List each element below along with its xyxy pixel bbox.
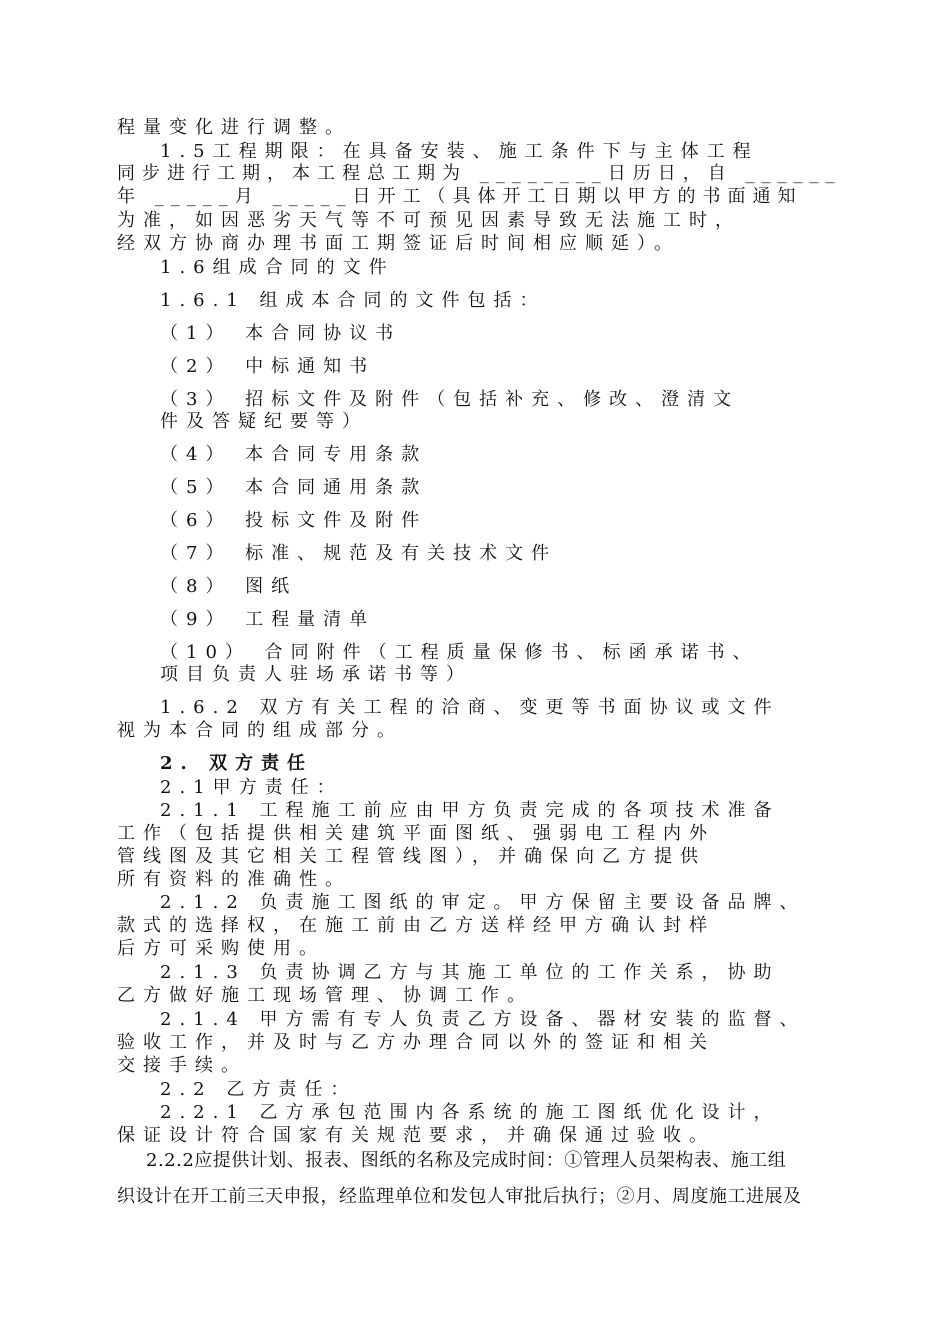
text-line: 后方可采购使用。 [117, 938, 325, 959]
text-line: 1.6.2 双方有关工程的洽商、变更等书面协议或文件 [160, 697, 780, 718]
text-line: 同步进行工期，本工程总工期为 ________日历日，自 ______ [117, 163, 842, 184]
list-item: （4） 本合同专用条款 [160, 444, 428, 465]
list-item: （3） 招标文件及附件（包括补充、修改、澄清文 [160, 389, 740, 410]
list-item: 项目负责人驻场承诺书等） [160, 664, 472, 685]
text-line: 交接手续。 [117, 1055, 247, 1076]
text-line: 1.6.1 组成本合同的文件包括： [160, 290, 546, 311]
text-line: 验收工作，并及时与乙方办理合同以外的签证和相关 [117, 1032, 715, 1053]
list-item: （6） 投标文件及附件 [160, 510, 428, 531]
section-heading: 2.1甲方责任： [160, 777, 343, 798]
text-line: 所有资料的准确性。 [117, 869, 351, 890]
list-item: （5） 本合同通用条款 [160, 477, 428, 498]
text-line: 为准，如因恶劣天气等不可预见因素导致无法施工时， [117, 210, 741, 231]
text-line: 年 _____月 _____日开工（具体开工日期以甲方的书面通知 [117, 186, 803, 207]
text-line: 款式的选择权，在施工前由乙方送样经甲方确认封样 [117, 915, 715, 936]
text-line: 2.2.1 乙方承包范围内各系统的施工图纸优化设计， [160, 1102, 780, 1123]
text-line: 工作（包括提供相关建筑平面图纸、强弱电工程内外 [117, 823, 715, 844]
text-line: 保证设计符合国家有关规范要求，并确保通过验收。 [117, 1125, 715, 1146]
list-item: 件及答疑纪要等） [160, 411, 368, 432]
text-line: 2.1.2 负责施工图纸的审定。甲方保留主要设备品牌、 [160, 892, 806, 913]
text-line: 乙方做好施工现场管理、协调工作。 [117, 985, 533, 1006]
list-item: （9） 工程量清单 [160, 609, 376, 630]
section-heading: 1.6组成合同的文件 [160, 257, 395, 278]
text-line: 2.1.3 负责协调乙方与其施工单位的工作关系，协助 [160, 962, 780, 983]
text-line: 1.5工程期限：在具备安装、施工条件下与主体工程 [160, 141, 759, 162]
text-line: 2.1.4 甲方需有专人负责乙方设备、器材安装的监督、 [160, 1009, 806, 1030]
text-line: 2.1.1 工程施工前应由甲方负责完成的各项技术准备 [160, 800, 780, 821]
list-item: （8） 图纸 [160, 576, 298, 597]
text-line: 管线图及其它相关工程管线图），并确保向乙方提供 [117, 846, 706, 867]
list-item: （2） 中标通知书 [160, 356, 376, 377]
text-line: 视为本合同的组成部分。 [117, 720, 403, 741]
section-heading: 2. 双方责任 [160, 753, 314, 774]
text-line: 织设计在开工前三天申报，经监理单位和发包人审批后执行；②月、周度施工进展及 [117, 1186, 802, 1207]
section-heading: 2.2 乙方责任： [160, 1079, 357, 1100]
list-item: （7） 标准、规范及有关技术文件 [160, 543, 558, 564]
list-item: （10） 合同附件（工程质量保修书、标函承诺书、 [160, 642, 759, 663]
text-line: 经双方协商办理书面工期签证后时间相应顺延）。 [117, 233, 680, 254]
text-line: 程量变化进行调整。 [117, 117, 351, 138]
text-line: 2.2.2应提供计划、报表、图纸的名称及完成时间：①管理人员架构表、施工组 [146, 1150, 787, 1171]
list-item: （1） 本合同协议书 [160, 323, 402, 344]
